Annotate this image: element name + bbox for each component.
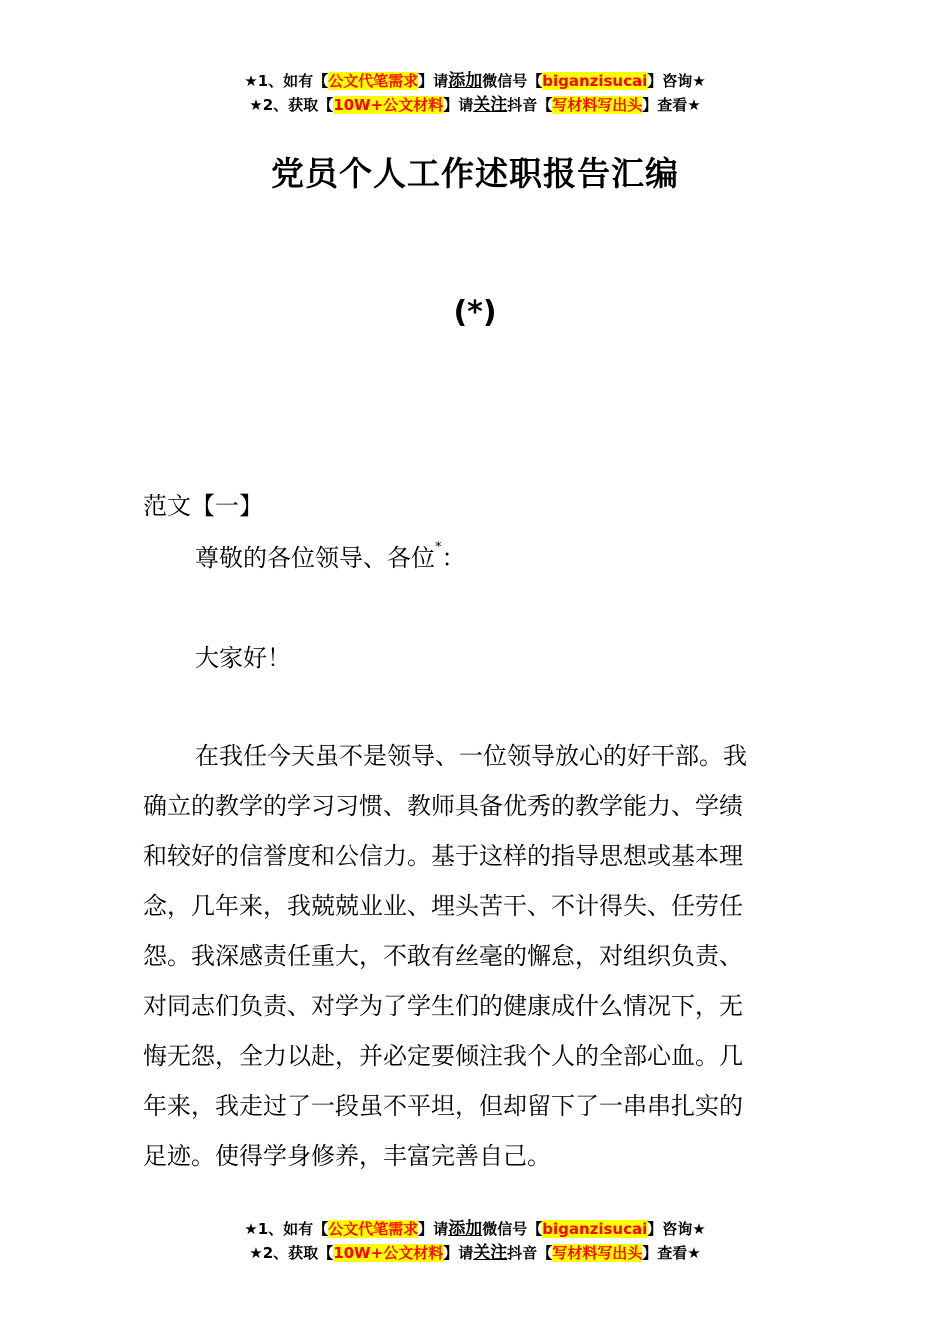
body-line: 对同志们负责、对学为了学生们的健康成什么情况下，无	[143, 992, 743, 1020]
promo-line-1	[0, 69, 950, 93]
greeting: 大家好！	[195, 644, 291, 672]
promo-text: 】查看★	[642, 96, 701, 114]
promo-highlight: 公文代笔需求	[328, 72, 419, 90]
body-line: 念，几年来，我兢兢业业、埋头苦干、不计得失、任劳任	[143, 892, 743, 920]
body-line: 悔无怨，全力以赴，并必定要倾注我个人的全部心血。几	[143, 1042, 743, 1070]
body-line: 足迹。使得学身修养，丰富完善自己。	[143, 1142, 551, 1170]
body-line: 确立的教学的学习习惯、教师具备优秀的教学能力、学绩	[143, 792, 743, 820]
promo-highlight: 公文代笔需求	[328, 1220, 419, 1238]
promo-text: 】咨询★	[647, 72, 706, 90]
body-line: 和较好的信誉度和公信力。基于这样的指导思想或基本理	[143, 842, 743, 870]
promo-text: ★2、获取【	[249, 1244, 334, 1262]
promo-text: 】请	[418, 72, 449, 90]
salutation-text: 尊敬的各位领导、各位	[195, 544, 435, 572]
promo-highlight: biganzisucai	[542, 1220, 648, 1238]
promo-underline: 添加	[448, 71, 483, 91]
promo-underline: 关注	[473, 95, 508, 115]
promo-banner-bottom	[0, 1217, 950, 1265]
salutation	[195, 538, 466, 573]
promo-line-2	[0, 93, 950, 117]
promo-text: ★2、获取【	[249, 96, 334, 114]
promo-highlight: 写材料写出头	[552, 96, 643, 114]
promo-text: 抖音【	[507, 1244, 553, 1262]
body-line: 年来，我走过了一段虽不平坦，但却留下了一串串扎实的	[143, 1092, 743, 1120]
promo-line-1	[0, 1217, 950, 1241]
body-line: 在我任今天虽不是领导、一位领导放心的好干部。我	[195, 742, 747, 770]
body-line: 怨。我深感责任重大，不敢有丝毫的懈怠，对组织负责、	[143, 942, 743, 970]
promo-banner-top	[0, 69, 950, 117]
promo-text: 】请	[418, 1220, 449, 1238]
document-subtitle: (*)	[453, 295, 497, 330]
promo-text: 】请	[443, 1244, 474, 1262]
promo-text: 】查看★	[642, 1244, 701, 1262]
promo-highlight: 写材料写出头	[552, 1244, 643, 1262]
section-heading: 范文【一】	[143, 492, 263, 520]
promo-line-2	[0, 1241, 950, 1265]
promo-underline: 关注	[473, 1243, 508, 1263]
salutation-mark: *	[435, 540, 442, 555]
promo-highlight: biganzisucai	[542, 72, 648, 90]
promo-text: 】请	[443, 96, 474, 114]
body-paragraph	[143, 731, 807, 1181]
promo-highlight: 10W+公文材料	[333, 1244, 444, 1262]
promo-text: ★1、如有【	[244, 72, 329, 90]
promo-text: ★1、如有【	[244, 1220, 329, 1238]
document-title: 党员个人工作述职报告汇编	[271, 154, 679, 193]
promo-text: 微信号【	[482, 1220, 543, 1238]
promo-underline: 添加	[448, 1219, 483, 1239]
promo-text: 微信号【	[482, 72, 543, 90]
promo-highlight: 10W+公文材料	[333, 96, 444, 114]
promo-text: 】咨询★	[647, 1220, 706, 1238]
salutation-colon: ：	[441, 544, 466, 572]
promo-text: 抖音【	[507, 96, 553, 114]
